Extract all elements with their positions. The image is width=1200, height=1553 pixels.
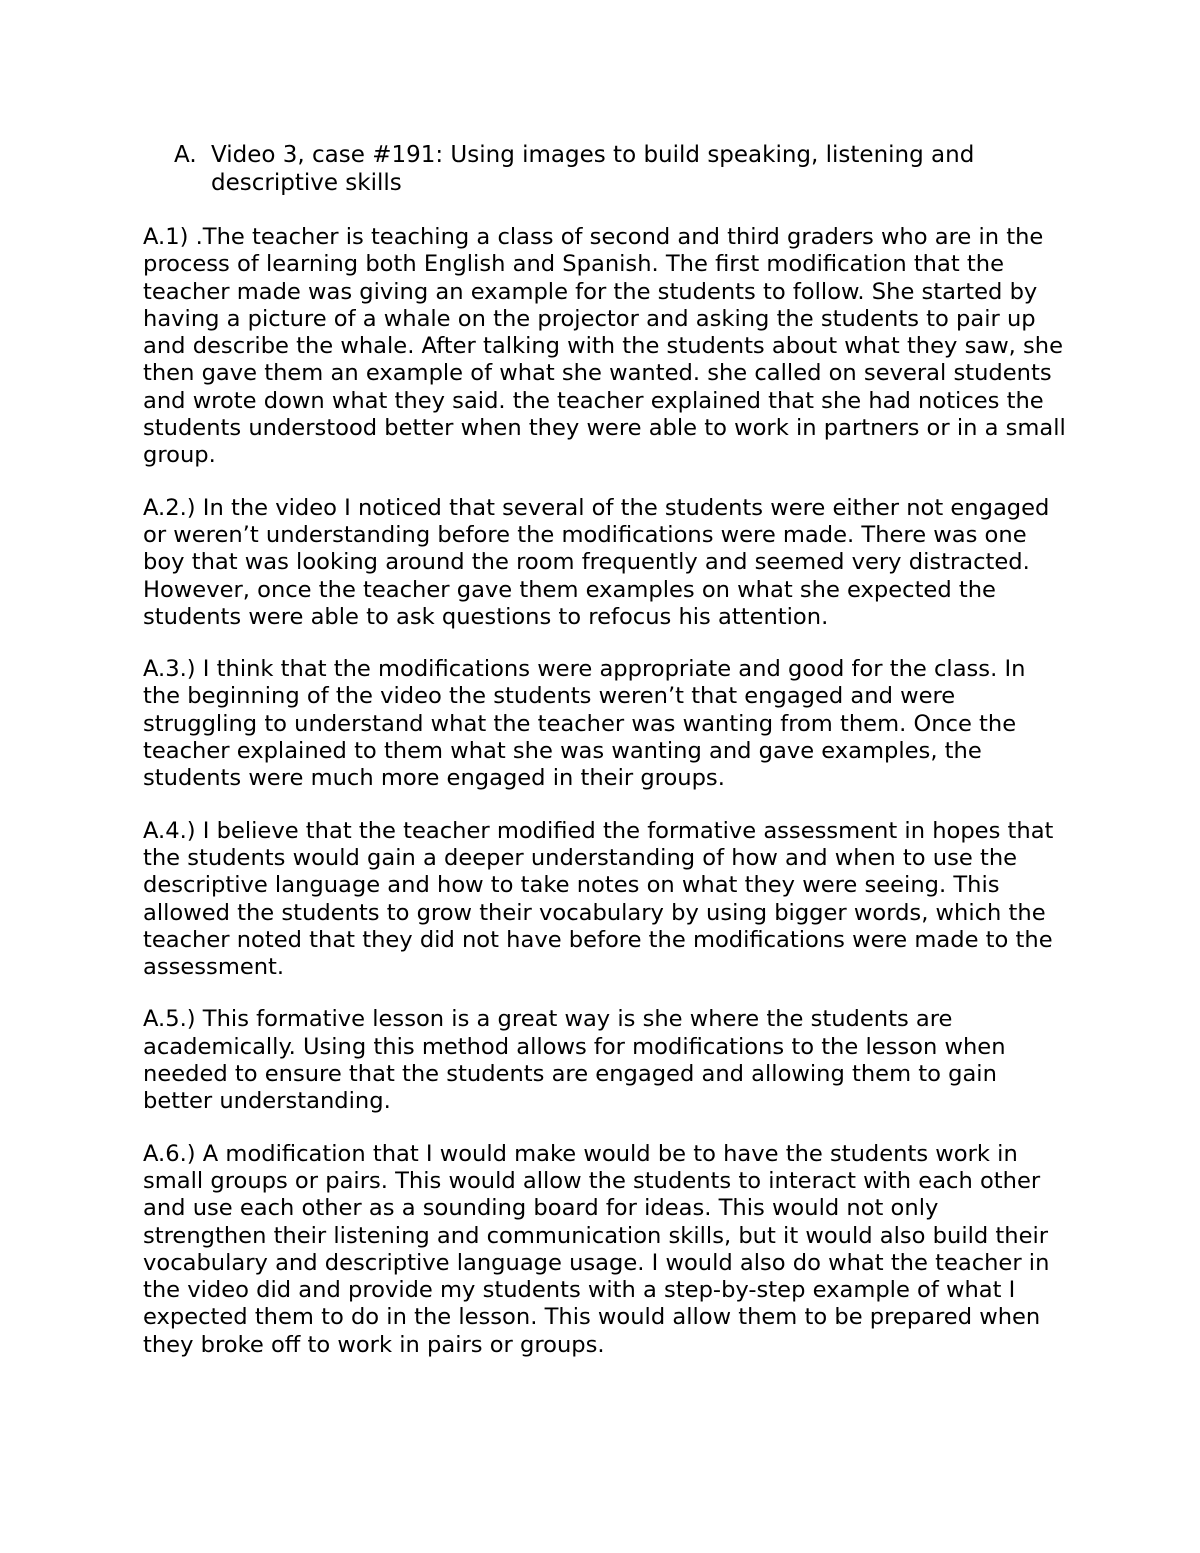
heading-list-marker: A. <box>174 142 197 168</box>
answer-paragraph-a1: A.1) .The teacher is teaching a class of second and third graders who are in the process of learning both English and Spanish. The first modification that the teacher made was giving an example for the students to follow. She started by having a picture of a whale on the projector and asking the students to pair up and describe the whale. After talking with the students about what they saw, she then gave them an example of what she wanted. she called on several students and wrote down what they said. the teacher explained that she had notices the students understood better when they were able to work in partners or in a small group. <box>143 224 1066 469</box>
answer-paragraph-a2: A.2.) In the video I noticed that several of the students were either not engaged or weren’t understanding before the modifications were made. There was one boy that was looking around the room frequently and seemed very distracted. However, once the teacher gave them examples on what she expected the students were able to ask questions to refocus his attention. <box>143 494 1050 630</box>
answer-paragraph-a6: A.6.) A modification that I would make would be to have the students work in small groups or pairs. This would allow the students to interact with each other and use each other as a sounding board for ideas. This would not only strengthen their listening and communication skills, but it would also build their vocabulary and descriptive language usage. I would also do what the teacher in the video did and provide my students with a step-by-step example of what I expected them to do in the lesson. This would allow them to be prepared when they broke off to work in pairs or groups. <box>143 1140 1050 1358</box>
section-heading <box>174 141 1074 197</box>
heading-text: Video 3, case #191: Using images to build speaking, listening and descriptive skills <box>211 142 975 196</box>
answer-paragraph-a4: A.4.) I believe that the teacher modified the formative assessment in hopes that the students would gain a deeper understanding of how and when to use the descriptive language and how to take notes on what they were seeing. This allowed the students to grow their vocabulary by using bigger words, which the teacher noted that they did not have before the modifications were made to the assessment. <box>143 817 1054 981</box>
answers-section <box>143 224 1068 1359</box>
answer-paragraph-a5: A.5.) This formative lesson is a great way is she where the students are academically. Using this method allows for modifications to the lesson when needed to ensure that the students are engaged and allowing them to gain better understanding. <box>143 1006 1006 1115</box>
answer-paragraph-a3: A.3.) I think that the modifications were appropriate and good for the class. In the beginning of the video the students weren’t that engaged and were struggling to understand what the teacher was wanting from them. Once the teacher explained to them what she was wanting and gave examples, the students were much more engaged in their groups. <box>143 656 1026 792</box>
